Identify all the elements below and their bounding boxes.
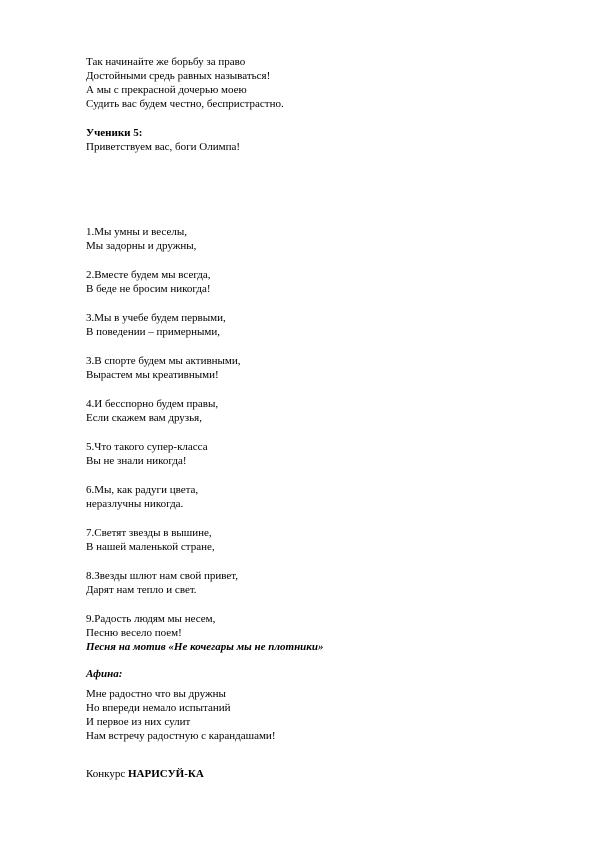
- athena-line-4: Нам встречу радостную с карандашами!: [86, 730, 276, 742]
- contest-prefix: Конкурс: [86, 768, 128, 780]
- athena-line-2: Но впереди немало испытаний: [86, 702, 231, 714]
- verse-8-line-1: 7.Светят звезды в вышине,: [86, 527, 212, 539]
- verse-1-line-1: 1.Мы умны и веселы,: [86, 226, 187, 238]
- verse-9-line-2: Дарят нам тепло и свет.: [86, 584, 197, 596]
- intro-line-1: Так начинайте же борьбу за право: [86, 56, 246, 68]
- intro-line-3: А мы с прекрасной дочерью моею: [86, 84, 247, 96]
- verse-3-line-2: В поведении – примерными,: [86, 326, 220, 338]
- verse-4-line-1: 3.В спорте будем мы активными,: [86, 355, 241, 367]
- song-title: Песня на мотив «Не кочегары мы не плотники»: [86, 641, 324, 653]
- verse-6-line-1: 5.Что такого супер-класса: [86, 441, 208, 453]
- student-label: Ученики 5:: [86, 127, 143, 139]
- verse-7-line-2: неразлучны никогда.: [86, 498, 184, 510]
- verse-4-line-2: Вырастем мы креативными!: [86, 369, 219, 381]
- verse-7-line-1: 6.Мы, как радуги цвета,: [86, 484, 199, 496]
- student-greeting: Приветствуем вас, боги Олимпа!: [86, 141, 241, 153]
- verse-6-line-2: Вы не знали никогда!: [86, 455, 187, 467]
- verse-8-line-2: В нашей маленькой стране,: [86, 541, 215, 553]
- intro-line-2: Достойными средь равных называться!: [86, 70, 271, 82]
- athena-line-3: И первое из них сулит: [86, 716, 191, 728]
- intro-line-4: Судить вас будем честно, беспристрастно.: [86, 98, 284, 110]
- verse-1-line-2: Мы задорны и дружны,: [86, 240, 197, 252]
- contest-name: НАРИСУЙ-КА: [128, 768, 204, 780]
- verse-9-line-1: 8.Звезды шлют нам свой привет,: [86, 570, 239, 582]
- verse-5-line-1: 4.И бесспорно будем правы,: [86, 398, 219, 410]
- verse-10-line-2: Песню весело поем!: [86, 627, 182, 639]
- contest-heading: [86, 768, 204, 781]
- verse-5-line-2: Если скажем вам друзья,: [86, 412, 202, 424]
- athena-line-1: Мне радостно что вы дружны: [86, 688, 226, 700]
- athena-label: Афина:: [86, 668, 123, 680]
- verse-2-line-2: В беде не бросим никогда!: [86, 283, 211, 295]
- verse-3-line-1: 3.Мы в учебе будем первыми,: [86, 312, 226, 324]
- verse-2-line-1: 2.Вместе будем мы всегда,: [86, 269, 211, 281]
- verse-10-line-1: 9.Радость людям мы несем,: [86, 613, 216, 625]
